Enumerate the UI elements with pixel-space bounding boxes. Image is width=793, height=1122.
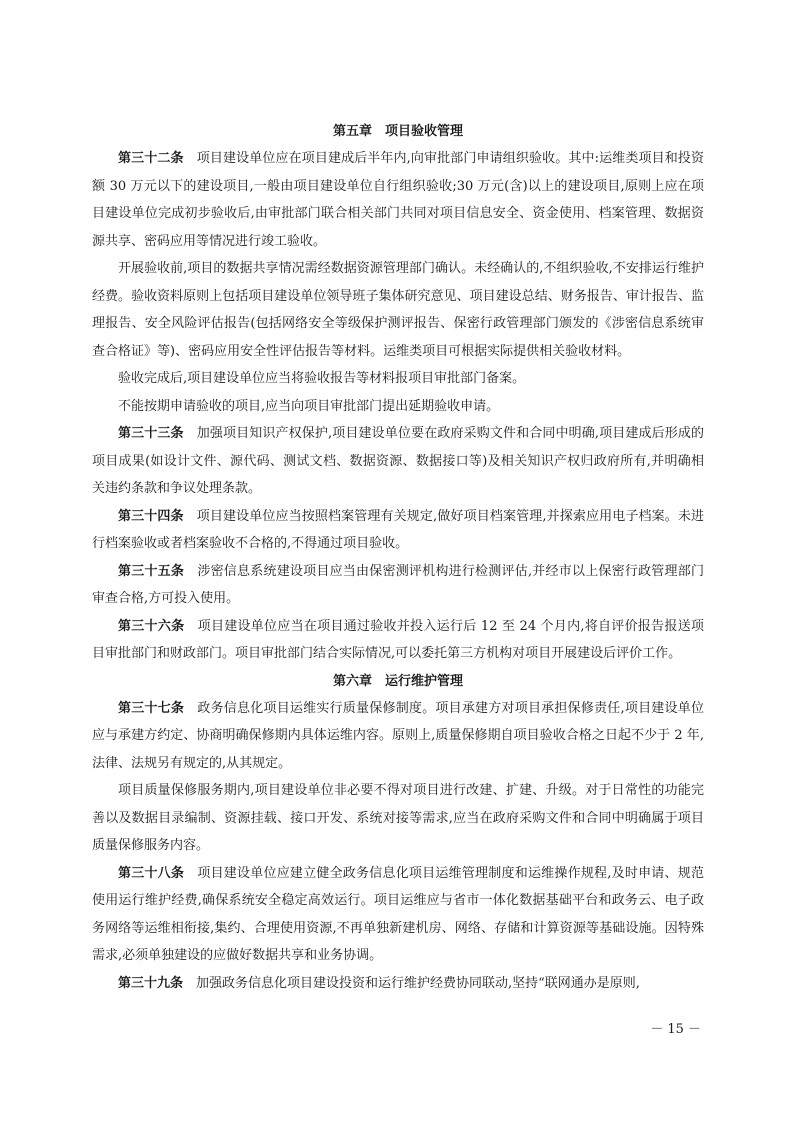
paragraph-text: 开展验收前,项目的数据共享情况需经数据资源管理部门确认。未经确认的,不组织验收,不安排运行维护经费。验收资料原则上包括项目建设单位领导班子集体研究意见、项目建设总结、财务报告、审计报告、监理报告、安全风险评估报告(包括网络安全等级保护测评报告、保密行政管理部门颁发的《涉密信息系统审查合格证》等)、密码应用安全性评估报告等材料。运维类项目可根据实际提供相关验收材料。: [92, 261, 704, 359]
paragraph: [92, 613, 704, 668]
article-number: 第三十六条: [118, 618, 185, 634]
paragraph-text: 项目质量保修服务期内,项目建设单位非必要不得对项目进行改建、扩建、升级。对于日常性的功能完善以及数据目录编制、资源挂载、接口开发、系统对接等需求,应当在政府采购文件和合同中明确属于项目质量保修服务内容。: [92, 783, 704, 853]
article-number: 第三十三条: [118, 426, 184, 441]
article-number: 第三十七条: [118, 700, 185, 716]
paragraph: [92, 503, 704, 558]
paragraph: [92, 970, 704, 998]
paragraph-text: 涉密信息系统建设项目应当由保密测评机构进行检测评估,并经市以上保密行政管理部门审查合格,方可投入使用。: [92, 563, 704, 606]
chapter-title: 第六章 运行维护管理: [332, 673, 463, 689]
chapter-6: [92, 668, 704, 998]
paragraph: [92, 860, 704, 970]
paragraph-text: 项目建设单位应在项目建成后半年内,向审批部门申请组织验收。其中:运维类项目和投资额 30 万元以下的建设项目,一般由项目建设单位自行组织验收;30 万元(含)以上的建设项目,原则上应在项目建设单位完成初步验收后,由审批部门联合相关部门共同对项目信息安全、资金使用、档案管理、数据资源共享、密码应用等情况进行竣工验收。: [92, 151, 704, 249]
paragraph: [92, 145, 704, 255]
paragraph: [92, 393, 704, 421]
paragraph-text: 加强政务信息化项目建设投资和运行维护经费协同联动,坚持“联网通办是原则,: [196, 975, 640, 991]
paragraph-text: 项目建设单位应建立健全政务信息化项目运维管理制度和运维操作规程,及时申请、规范使用运行维护经费,确保系统安全稳定高效运行。项目运维应与省市一体化数据基础平台和政务云、电子政务网络等运维相衔接,集约、合理使用资源,不再单独新建机房、网络、存储和计算资源等基础设施。因特殊需求,必须单独建设的应做好数据共享和业务协调。: [92, 865, 704, 963]
paragraph-text: 验收完成后,项目建设单位应当将验收报告等材料报项目审批部门备案。: [118, 371, 526, 386]
page-number: － 15 －: [650, 1022, 701, 1037]
article-number: 第三十四条: [118, 508, 184, 524]
paragraph: [92, 558, 704, 613]
paragraph: [92, 365, 704, 393]
paragraph-text: 政务信息化项目运维实行质量保修制度。项目承建方对项目承担保修责任,项目建设单位应与承建方约定、协商明确保修期内具体运维内容。原则上,质量保修期自项目验收合格之日起不少于 2 年,法律、法规另有规定的,从其规定。: [92, 700, 704, 771]
paragraph: [92, 777, 704, 860]
paragraph-text: 不能按期申请验收的项目,应当向项目审批部门提出延期验收申请。: [118, 398, 500, 414]
paragraph: [92, 420, 704, 503]
article-number: 第三十五条: [118, 563, 185, 579]
article-number: 第三十八条: [118, 865, 185, 881]
paragraph-text: 项目建设单位应当按照档案管理有关规定,做好项目档案管理,并探索应用电子档案。未进行档案验收或者档案验收不合格的,不得通过项目验收。: [92, 508, 704, 551]
document-page: [92, 118, 704, 997]
paragraph: [92, 255, 704, 365]
chapter-5: [92, 118, 704, 668]
chapter-title: 第五章 项目验收管理: [332, 124, 463, 139]
paragraph: [92, 695, 704, 778]
article-number: 第三十二条: [118, 151, 184, 166]
paragraph-text: 项目建设单位应当在项目通过验收并投入运行后 12 至 24 个月内,将自评价报告报送项目审批部门和财政部门。项目审批部门结合实际情况,可以委托第三方机构对项目开展建设后评价工作。: [92, 618, 704, 661]
article-number: 第三十九条: [118, 975, 184, 991]
paragraph-text: 加强项目知识产权保护,项目建设单位要在政府采购文件和合同中明确,项目建成后形成的项目成果(如设计文件、源代码、测试文档、数据资源、数据接口等)及相关知识产权归政府所有,并明确相关违约条款和争议处理条款。: [92, 426, 704, 496]
